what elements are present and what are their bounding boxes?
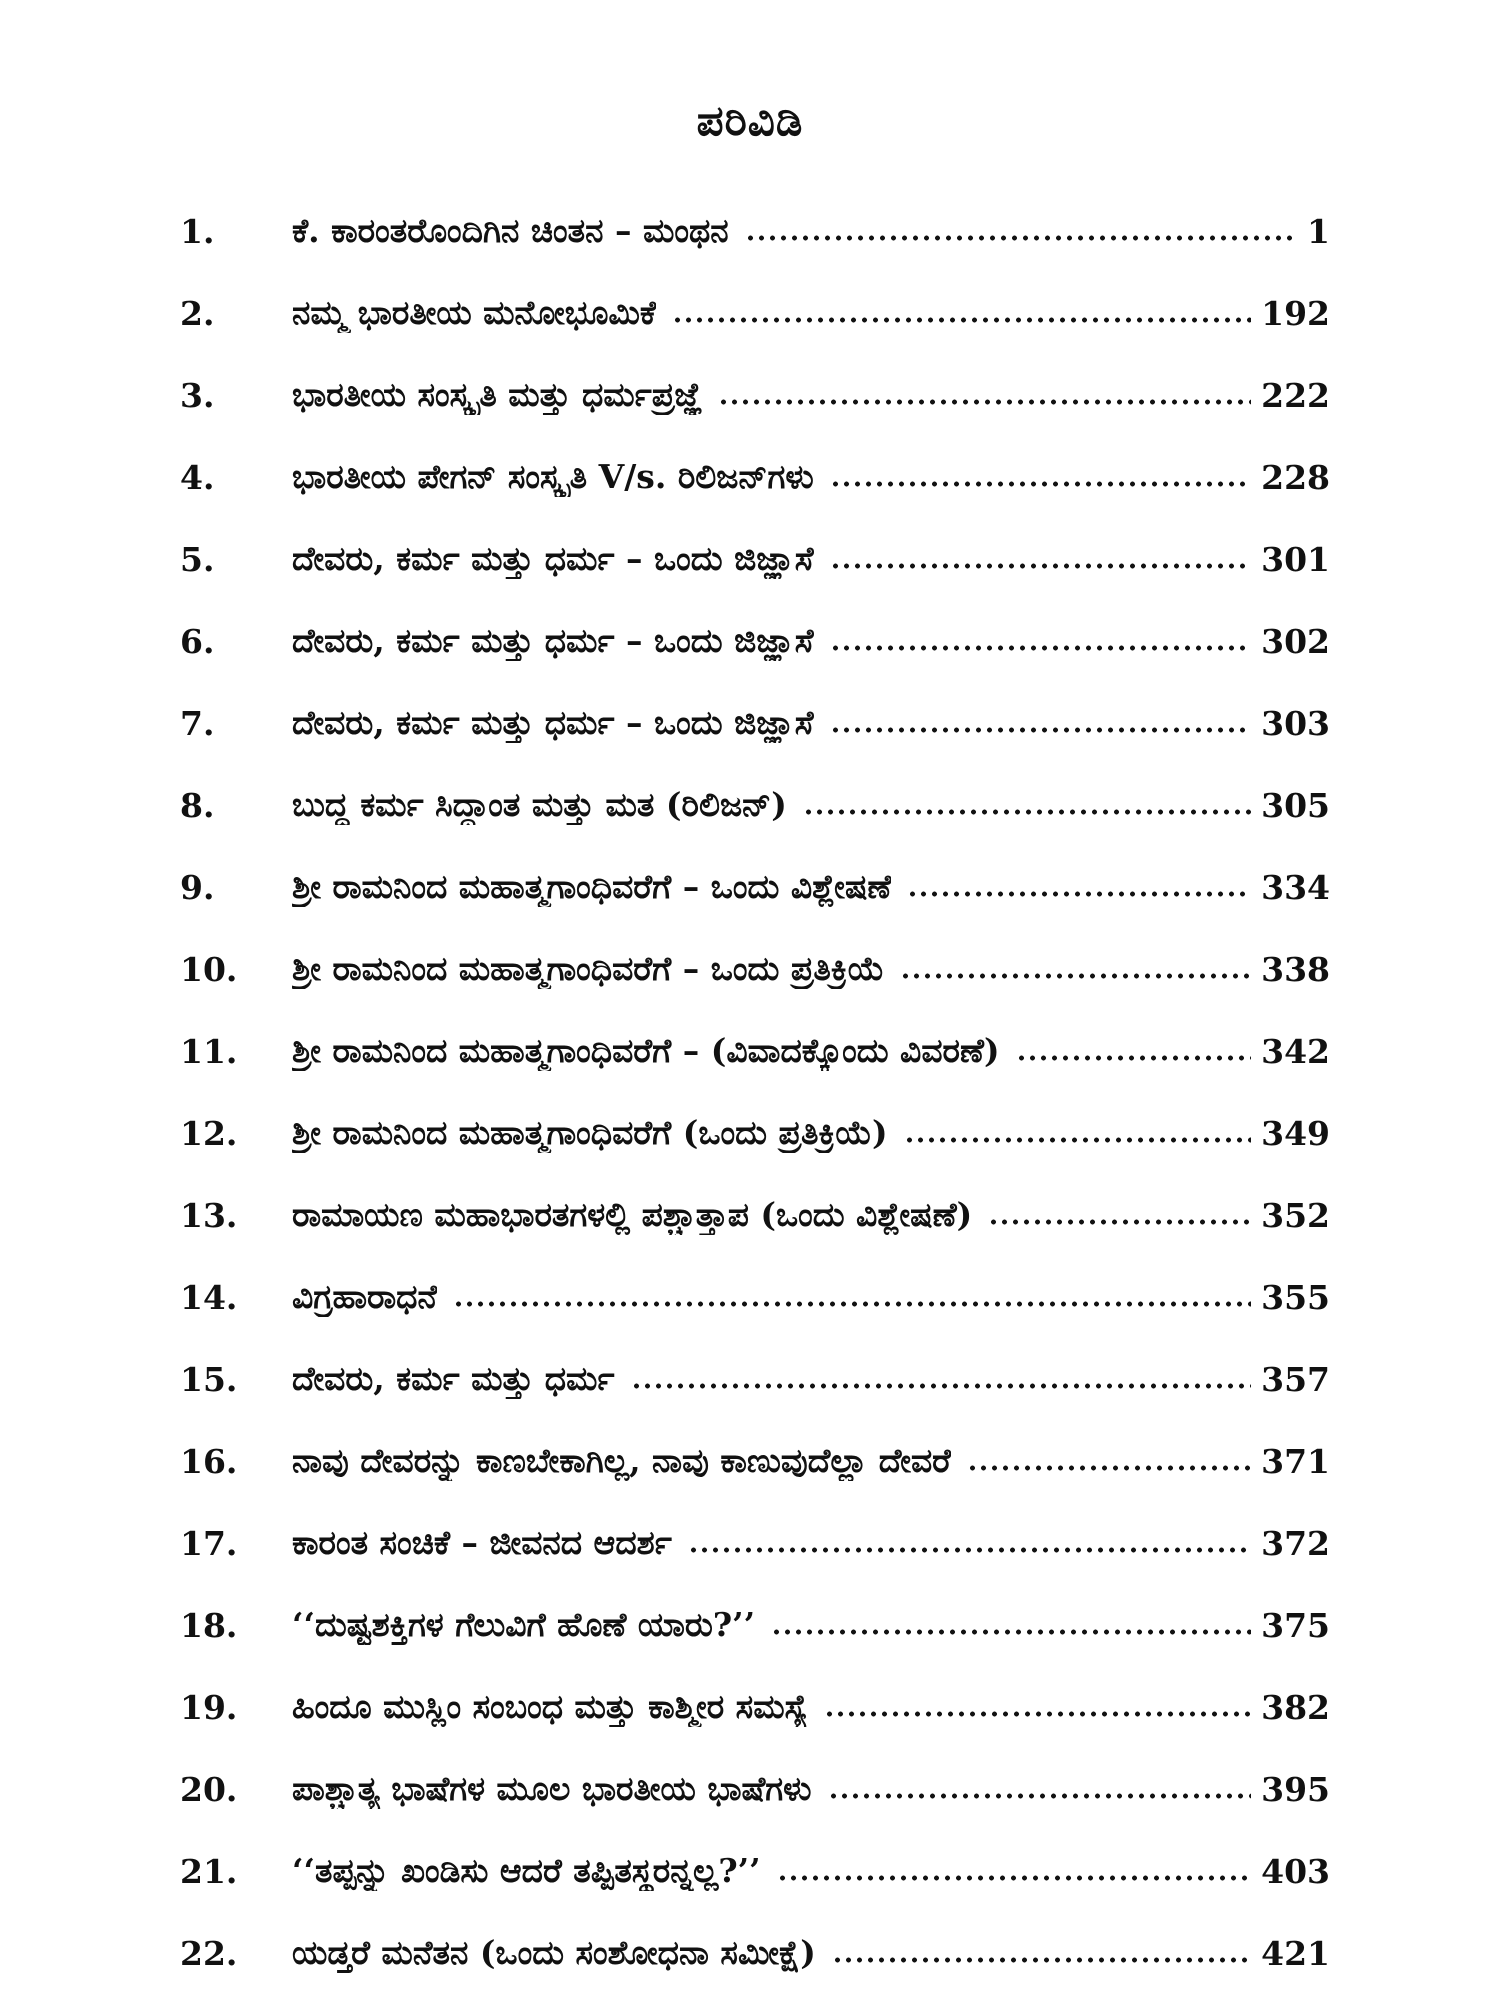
entry-page-number: 338	[1261, 949, 1330, 989]
dot-leader	[718, 399, 1251, 405]
entry-number: 7.	[180, 703, 215, 743]
entry-number: 16.	[180, 1441, 238, 1481]
toc-entry	[180, 1420, 1330, 1502]
entry-title: ಶ್ರೀ ರಾಮನಿಂದ ಮಹಾತ್ಮಗಾಂಧಿವರೆಗೆ – (ವಿವಾದಕ್ಕೊಂದು ವಿವರಣೆ)	[292, 1031, 1000, 1070]
entry-title: ದೇವರು, ಕರ್ಮ ಮತ್ತು ಧರ್ಮ – ಒಂದು ಜಿಜ್ಞಾಸೆ	[292, 621, 814, 660]
toc-entry	[180, 1338, 1330, 1420]
dot-leader	[777, 1875, 1251, 1881]
entry-title: ಭಾರತೀಯ ಪೇಗನ್ ಸಂಸ್ಕೃತಿ V/s. ರಿಲಿಜನ್‌ಗಳು	[292, 457, 814, 496]
dot-leader	[453, 1301, 1251, 1307]
entry-number: 12.	[180, 1113, 238, 1153]
entry-page-number: 228	[1261, 457, 1330, 497]
entry-number: 15.	[180, 1359, 238, 1399]
entry-title: ನಮ್ಮ ಭಾರತೀಯ ಮನೋಭೂಮಿಕೆ	[292, 293, 657, 332]
entry-title: ದೇವರು, ಕರ್ಮ ಮತ್ತು ಧರ್ಮ	[292, 1359, 615, 1398]
dot-leader	[771, 1629, 1251, 1635]
entry-page-number: 372	[1261, 1523, 1330, 1563]
entry-number: 20.	[180, 1769, 238, 1809]
entry-page-number: 421	[1261, 1933, 1330, 1973]
entry-number: 14.	[180, 1277, 238, 1317]
entry-number: 11.	[180, 1031, 238, 1071]
entry-title: ಶ್ರೀ ರಾಮನಿಂದ ಮಹಾತ್ಮಗಾಂಧಿವರೆಗೆ – ಒಂದು ವಿಶ್ಲೇಷಣೆ	[292, 867, 892, 906]
toc-entry	[180, 436, 1330, 518]
dot-leader	[828, 1793, 1252, 1799]
dot-leader	[830, 645, 1252, 651]
toc-entry	[180, 1010, 1330, 1092]
toc-entry	[180, 764, 1330, 846]
entry-title: ದೇವರು, ಕರ್ಮ ಮತ್ತು ಧರ್ಮ – ಒಂದು ಜಿಜ್ಞಾಸೆ	[292, 539, 814, 578]
dot-leader	[745, 235, 1297, 241]
dot-leader	[904, 1137, 1251, 1143]
entry-number: 2.	[180, 293, 215, 333]
toc-entry	[180, 272, 1330, 354]
entry-title: ದೇವರು, ಕರ್ಮ ಮತ್ತು ಧರ್ಮ – ಒಂದು ಜಿಜ್ಞಾಸೆ	[292, 703, 814, 742]
entry-title: ಶ್ರೀ ರಾಮನಿಂದ ಮಹಾತ್ಮಗಾಂಧಿವರೆಗೆ (ಒಂದು ಪ್ರತಿಕ್ರಿಯೆ)	[292, 1113, 888, 1152]
entry-number: 10.	[180, 949, 238, 989]
entry-page-number: 334	[1261, 867, 1330, 907]
entry-number: 1.	[180, 211, 215, 251]
entry-title: ‘‘ತಪ್ಪನ್ನು ಖಂಡಿಸು ಆದರೆ ತಪ್ಪಿತಸ್ಥರನ್ನಲ್ಲ?’’	[292, 1851, 761, 1890]
entry-title: ‘‘ದುಷ್ಟಶಕ್ತಿಗಳ ಗೆಲುವಿಗೆ ಹೊಣೆ ಯಾರು?’’	[292, 1605, 756, 1644]
entry-title: ಕೆ. ಕಾರಂತರೊಂದಿಗಿನ ಚಿಂತನ – ಮಂಥನ	[292, 211, 729, 250]
dot-leader	[832, 1957, 1251, 1963]
entry-page-number: 357	[1261, 1359, 1330, 1399]
entry-title: ಯಡ್ತರೆ ಮನೆತನ (ಒಂದು ಸಂಶೋಧನಾ ಸಮೀಕ್ಷೆ)	[292, 1933, 816, 1972]
page-title: ಪರಿವಿಡಿ	[696, 96, 804, 145]
dot-leader	[688, 1547, 1251, 1553]
entry-number: 4.	[180, 457, 215, 497]
toc-entry	[180, 1502, 1330, 1584]
dot-leader	[631, 1383, 1252, 1389]
toc-entry	[180, 354, 1330, 436]
entry-title: ಕಾರಂತ ಸಂಚಿಕೆ – ಜೀವನದ ಆದರ್ಶ	[292, 1523, 672, 1562]
entry-title: ಬುದ್ಧ ಕರ್ಮ ಸಿದ್ಧಾಂತ ಮತ್ತು ಮತ (ರಿಲಿಜನ್)	[292, 785, 787, 824]
entry-page-number: 305	[1261, 785, 1330, 825]
toc-entry	[180, 600, 1330, 682]
dot-leader	[967, 1465, 1251, 1471]
dot-leader	[830, 481, 1251, 487]
toc-entry	[180, 1584, 1330, 1666]
dot-leader	[803, 809, 1251, 815]
entry-page-number: 375	[1261, 1605, 1330, 1645]
entry-page-number: 349	[1261, 1113, 1330, 1153]
dot-leader	[830, 727, 1252, 733]
entry-page-number: 301	[1261, 539, 1330, 579]
entry-page-number: 371	[1261, 1441, 1330, 1481]
toc-entry	[180, 518, 1330, 600]
entry-title: ಪಾಶ್ಚಾತ್ಯ ಭಾಷೆಗಳ ಮೂಲ ಭಾರತೀಯ ಭಾಷೆಗಳು	[292, 1769, 812, 1808]
entry-page-number: 1	[1307, 211, 1330, 251]
entry-number: 6.	[180, 621, 215, 661]
entry-title: ಭಾರತೀಯ ಸಂಸ್ಕೃತಿ ಮತ್ತು ಧರ್ಮಪ್ರಜ್ಞೆ	[292, 375, 703, 414]
dot-leader	[988, 1219, 1251, 1225]
entry-page-number: 192	[1261, 293, 1330, 333]
entry-page-number: 342	[1261, 1031, 1330, 1071]
toc-entry	[180, 928, 1330, 1010]
entry-number: 3.	[180, 375, 215, 415]
dot-leader	[907, 891, 1251, 897]
entry-number: 21.	[180, 1851, 238, 1891]
toc-entry	[180, 190, 1330, 272]
dot-leader	[824, 1711, 1251, 1717]
toc-entry	[180, 1912, 1330, 1994]
entry-number: 19.	[180, 1687, 238, 1727]
dot-leader	[900, 973, 1251, 979]
toc-entry	[180, 1830, 1330, 1912]
toc-entry	[180, 1748, 1330, 1830]
entry-number: 13.	[180, 1195, 238, 1235]
dot-leader	[672, 317, 1251, 323]
entry-title: ವಿಗ್ರಹಾರಾಧನೆ	[292, 1277, 438, 1316]
entry-page-number: 395	[1261, 1769, 1330, 1809]
entry-title: ರಾಮಾಯಣ ಮಹಾಭಾರತಗಳಲ್ಲಿ ಪಶ್ಚಾತ್ತಾಪ (ಒಂದು ವಿಶ್ಲೇಷಣೆ)	[292, 1195, 973, 1234]
entry-page-number: 352	[1261, 1195, 1330, 1235]
entry-number: 17.	[180, 1523, 238, 1563]
toc-entry	[180, 1256, 1330, 1338]
dot-leader	[1016, 1055, 1251, 1061]
entry-number: 9.	[180, 867, 215, 907]
entry-number: 22.	[180, 1933, 238, 1973]
toc-entry	[180, 1666, 1330, 1748]
toc-entry	[180, 846, 1330, 928]
toc-entry	[180, 1174, 1330, 1256]
entry-page-number: 355	[1261, 1277, 1330, 1317]
entry-number: 5.	[180, 539, 215, 579]
entry-number: 18.	[180, 1605, 238, 1645]
entry-page-number: 303	[1261, 703, 1330, 743]
entry-title: ಶ್ರೀ ರಾಮನಿಂದ ಮಹಾತ್ಮಗಾಂಧಿವರೆಗೆ – ಒಂದು ಪ್ರತಿಕ್ರಿಯೆ	[292, 949, 885, 988]
toc-entry	[180, 1092, 1330, 1174]
entry-number: 8.	[180, 785, 215, 825]
entry-page-number: 222	[1261, 375, 1330, 415]
toc-entry	[180, 682, 1330, 764]
entry-page-number: 302	[1261, 621, 1330, 661]
entry-title: ನಾವು ದೇವರನ್ನು ಕಾಣಬೇಕಾಗಿಲ್ಲ, ನಾವು ಕಾಣುವುದೆಲ್ಲಾ ದೇವರೆ	[292, 1441, 951, 1480]
dot-leader	[830, 563, 1252, 569]
table-of-contents	[180, 190, 1330, 1994]
entry-page-number: 382	[1261, 1687, 1330, 1727]
entry-title: ಹಿಂದೂ ಮುಸ್ಲಿಂ ಸಂಬಂಧ ಮತ್ತು ಕಾಶ್ಮೀರ ಸಮಸ್ಯೆ	[292, 1687, 808, 1726]
entry-page-number: 403	[1261, 1851, 1330, 1891]
